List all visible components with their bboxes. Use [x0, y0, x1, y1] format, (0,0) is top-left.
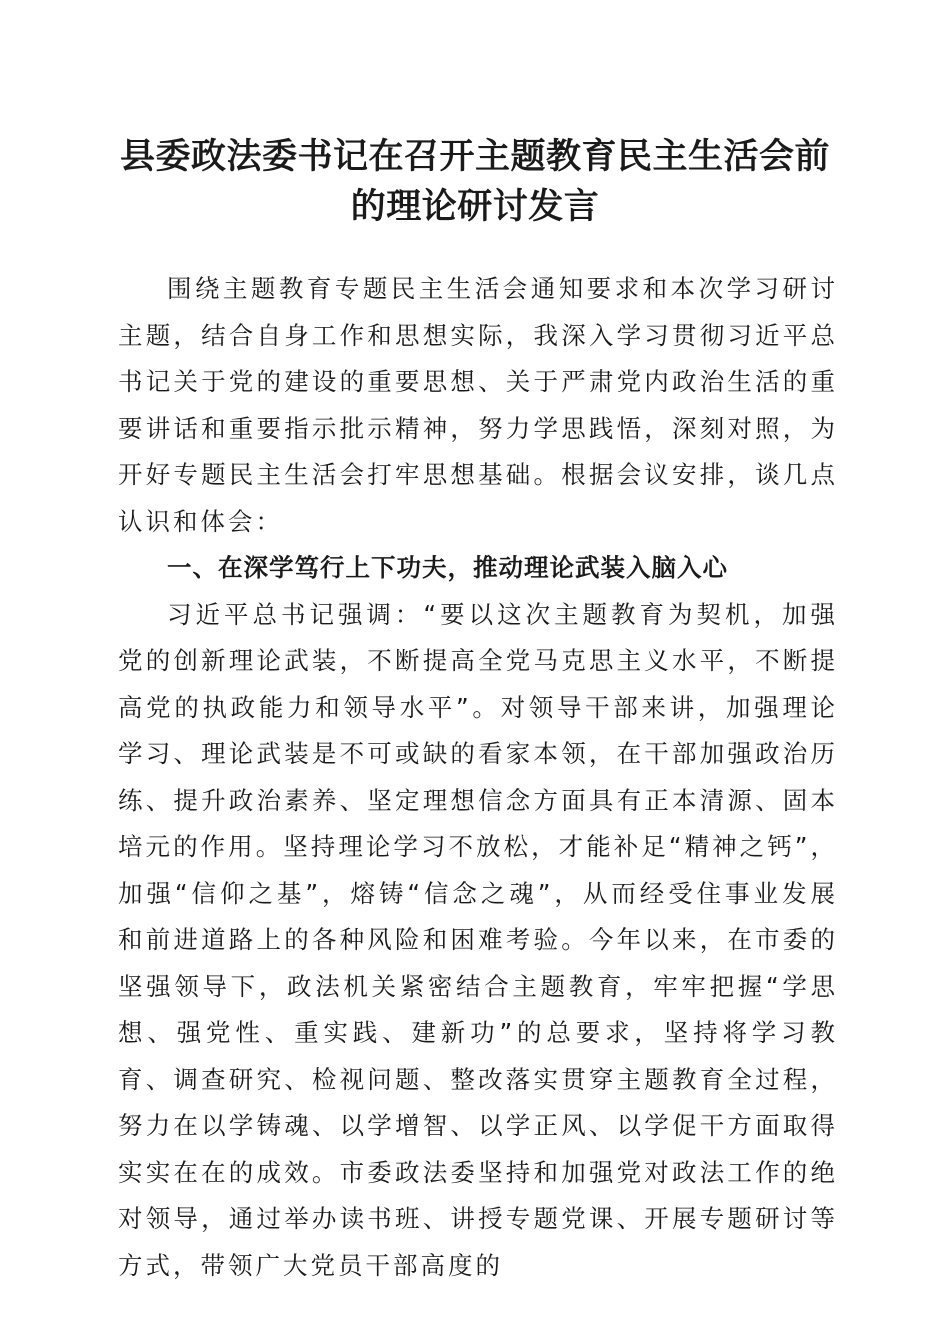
section-1-heading: 一、在深学笃行上下功夫，推动理论武装入脑入心 [167, 553, 728, 582]
title-line-1: 县委政法委书记在召开主题教育民主生活会前 [119, 136, 830, 177]
intro-paragraph: 围绕主题教育专题民主生活会通知要求和本次学习研讨主题，结合自身工作和思想实际，我深入学习贯彻习近平总书记关于党的建设的重要思想、关于严肃党内政治生活的重要讲话和重要指示批示精神，努力学思践悟，深刻对照，为开好专题民主生活会打牢思想基础。根据会议安排，谈几点认识和体会： [118, 274, 838, 536]
title-line-2: 的理论研讨发言 [350, 186, 600, 227]
document-title [100, 132, 850, 232]
section-1-paragraph: 习近平总书记强调：“要以这次主题教育为契机，加强党的创新理论武装，不断提高全党马克思主义水平，不断提高党的执政能力和领导水平”。对领导干部来讲，加强理论学习、理论武装是不可或缺的看家本领，在干部加强政治历练、提升政治素养、坚定理想信念方面具有正本清源、固本培元的作用。坚持理论学习不放松，才能补足“精神之钙”，加强“信仰之基”，熔铸“信念之魂”，从而经受住事业发展和前进道路上的各种风险和困难考验。今年以来，在市委的坚强领导下，政法机关紧密结合主题教育，牢牢把握“学思想、强党性、重实践、建新功”的总要求，坚持将学习教育、调查研究、检视问题、整改落实贯穿主题教育全过程，努力在以学铸魂、以学增智、以学正风、以学促干方面取得实实在在的成效。市委政法委坚持和加强党对政法工作的绝对领导，通过举办读书班、讲授专题党课、开展专题研讨等方式，带领广大党员干部高度的 [118, 599, 838, 1280]
document-body [118, 266, 838, 1289]
